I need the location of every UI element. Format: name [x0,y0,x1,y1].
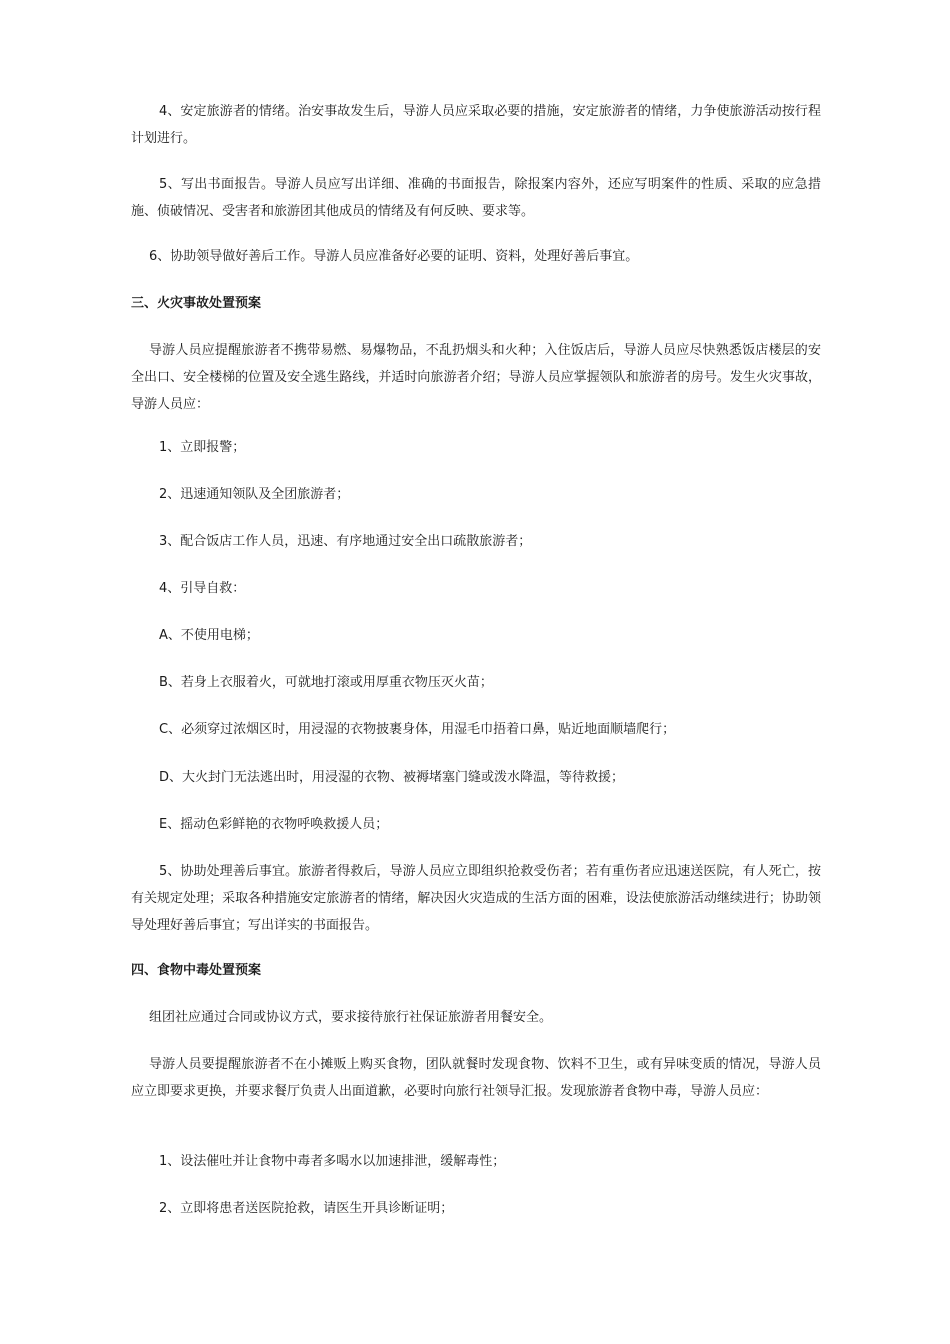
list-item-fire-c: C、必须穿过浓烟区时，用浸湿的衣物披裹身体，用湿毛巾捂着口鼻，贴近地面顺墙爬行； [159,722,676,737]
paragraph-food-intro: 导游人员要提醒旅游者不在小摊贩上购买食物，团队就餐时发现食物、饮料不卫生，或有异味变质的情况，导游人员应立即要求更换，并要求餐厅负责人出面道歉，必要时向旅行社领导汇报。发现旅游者食物中毒，导游人员应： [131,1057,821,1099]
list-item-fire-d: D、大火封门无法逃出时，用浸湿的衣物、被褥堵塞门缝或泼水降温，等待救援； [159,770,625,785]
paragraph-food-contract: 组团社应通过合同或协议方式，要求接待旅行社保证旅游者用餐安全。 [149,1010,553,1025]
list-item-food-1: 1、设法催吐并让食物中毒者多喝水以加速排泄，缓解毒性； [159,1154,506,1169]
section-heading-fire: 三、火灾事故处置预案 [131,296,262,311]
list-item-fire-5: 5、协助处理善后事宜。旅游者得救后，导游人员应立即组织抢救受伤者；若有重伤者应迅速送医院，有人死亡，按有关规定处理；采取各种措施安定旅游者的情绪，解决因火灾造成的生活方面的困难，设法使旅游活动继续进行；协助领导处理好善后事宜；写出详实的书面报告。 [131,864,821,933]
list-item-fire-a: A、不使用电梯； [159,628,259,643]
list-item-fire-3: 3、配合饭店工作人员，迅速、有序地通过安全出口疏散旅游者； [159,534,532,549]
list-item-fire-b: B、若身上衣服着火，可就地打滚或用厚重衣物压灭火苗； [159,675,493,690]
paragraph-item-4-calm: 4、安定旅游者的情绪。治安事故发生后，导游人员应采取必要的措施，安定旅游者的情绪，力争使旅游活动按行程计划进行。 [131,104,821,146]
paragraph-item-6-assist: 6、协助领导做好善后工作。导游人员应准备好必要的证明、资料，处理好善后事宜。 [149,249,639,264]
list-item-food-2: 2、立即将患者送医院抢救，请医生开具诊断证明； [159,1201,454,1216]
list-item-fire-2: 2、迅速通知领队及全团旅游者； [159,487,350,502]
list-item-fire-e: E、摇动色彩鲜艳的衣物呼唤救援人员； [159,817,389,832]
list-item-fire-4: 4、引导自救： [159,581,246,596]
section-heading-food-poisoning: 四、食物中毒处置预案 [131,963,262,978]
paragraph-item-5-report: 5、写出书面报告。导游人员应写出详细、准确的书面报告，除报案内容外，还应写明案件的性质、采取的应急措施、侦破情况、受害者和旅游团其他成员的情绪及有何反映、要求等。 [131,177,821,219]
list-item-fire-1: 1、立即报警； [159,440,246,455]
paragraph-fire-intro: 导游人员应提醒旅游者不携带易燃、易爆物品，不乱扔烟头和火种；入住饭店后，导游人员应尽快熟悉饭店楼层的安全出口、安全楼梯的位置及安全逃生路线，并适时向旅游者介绍；导游人员应掌握领队和旅游者的房号。发生火灾事故，导游人员应： [131,343,821,412]
